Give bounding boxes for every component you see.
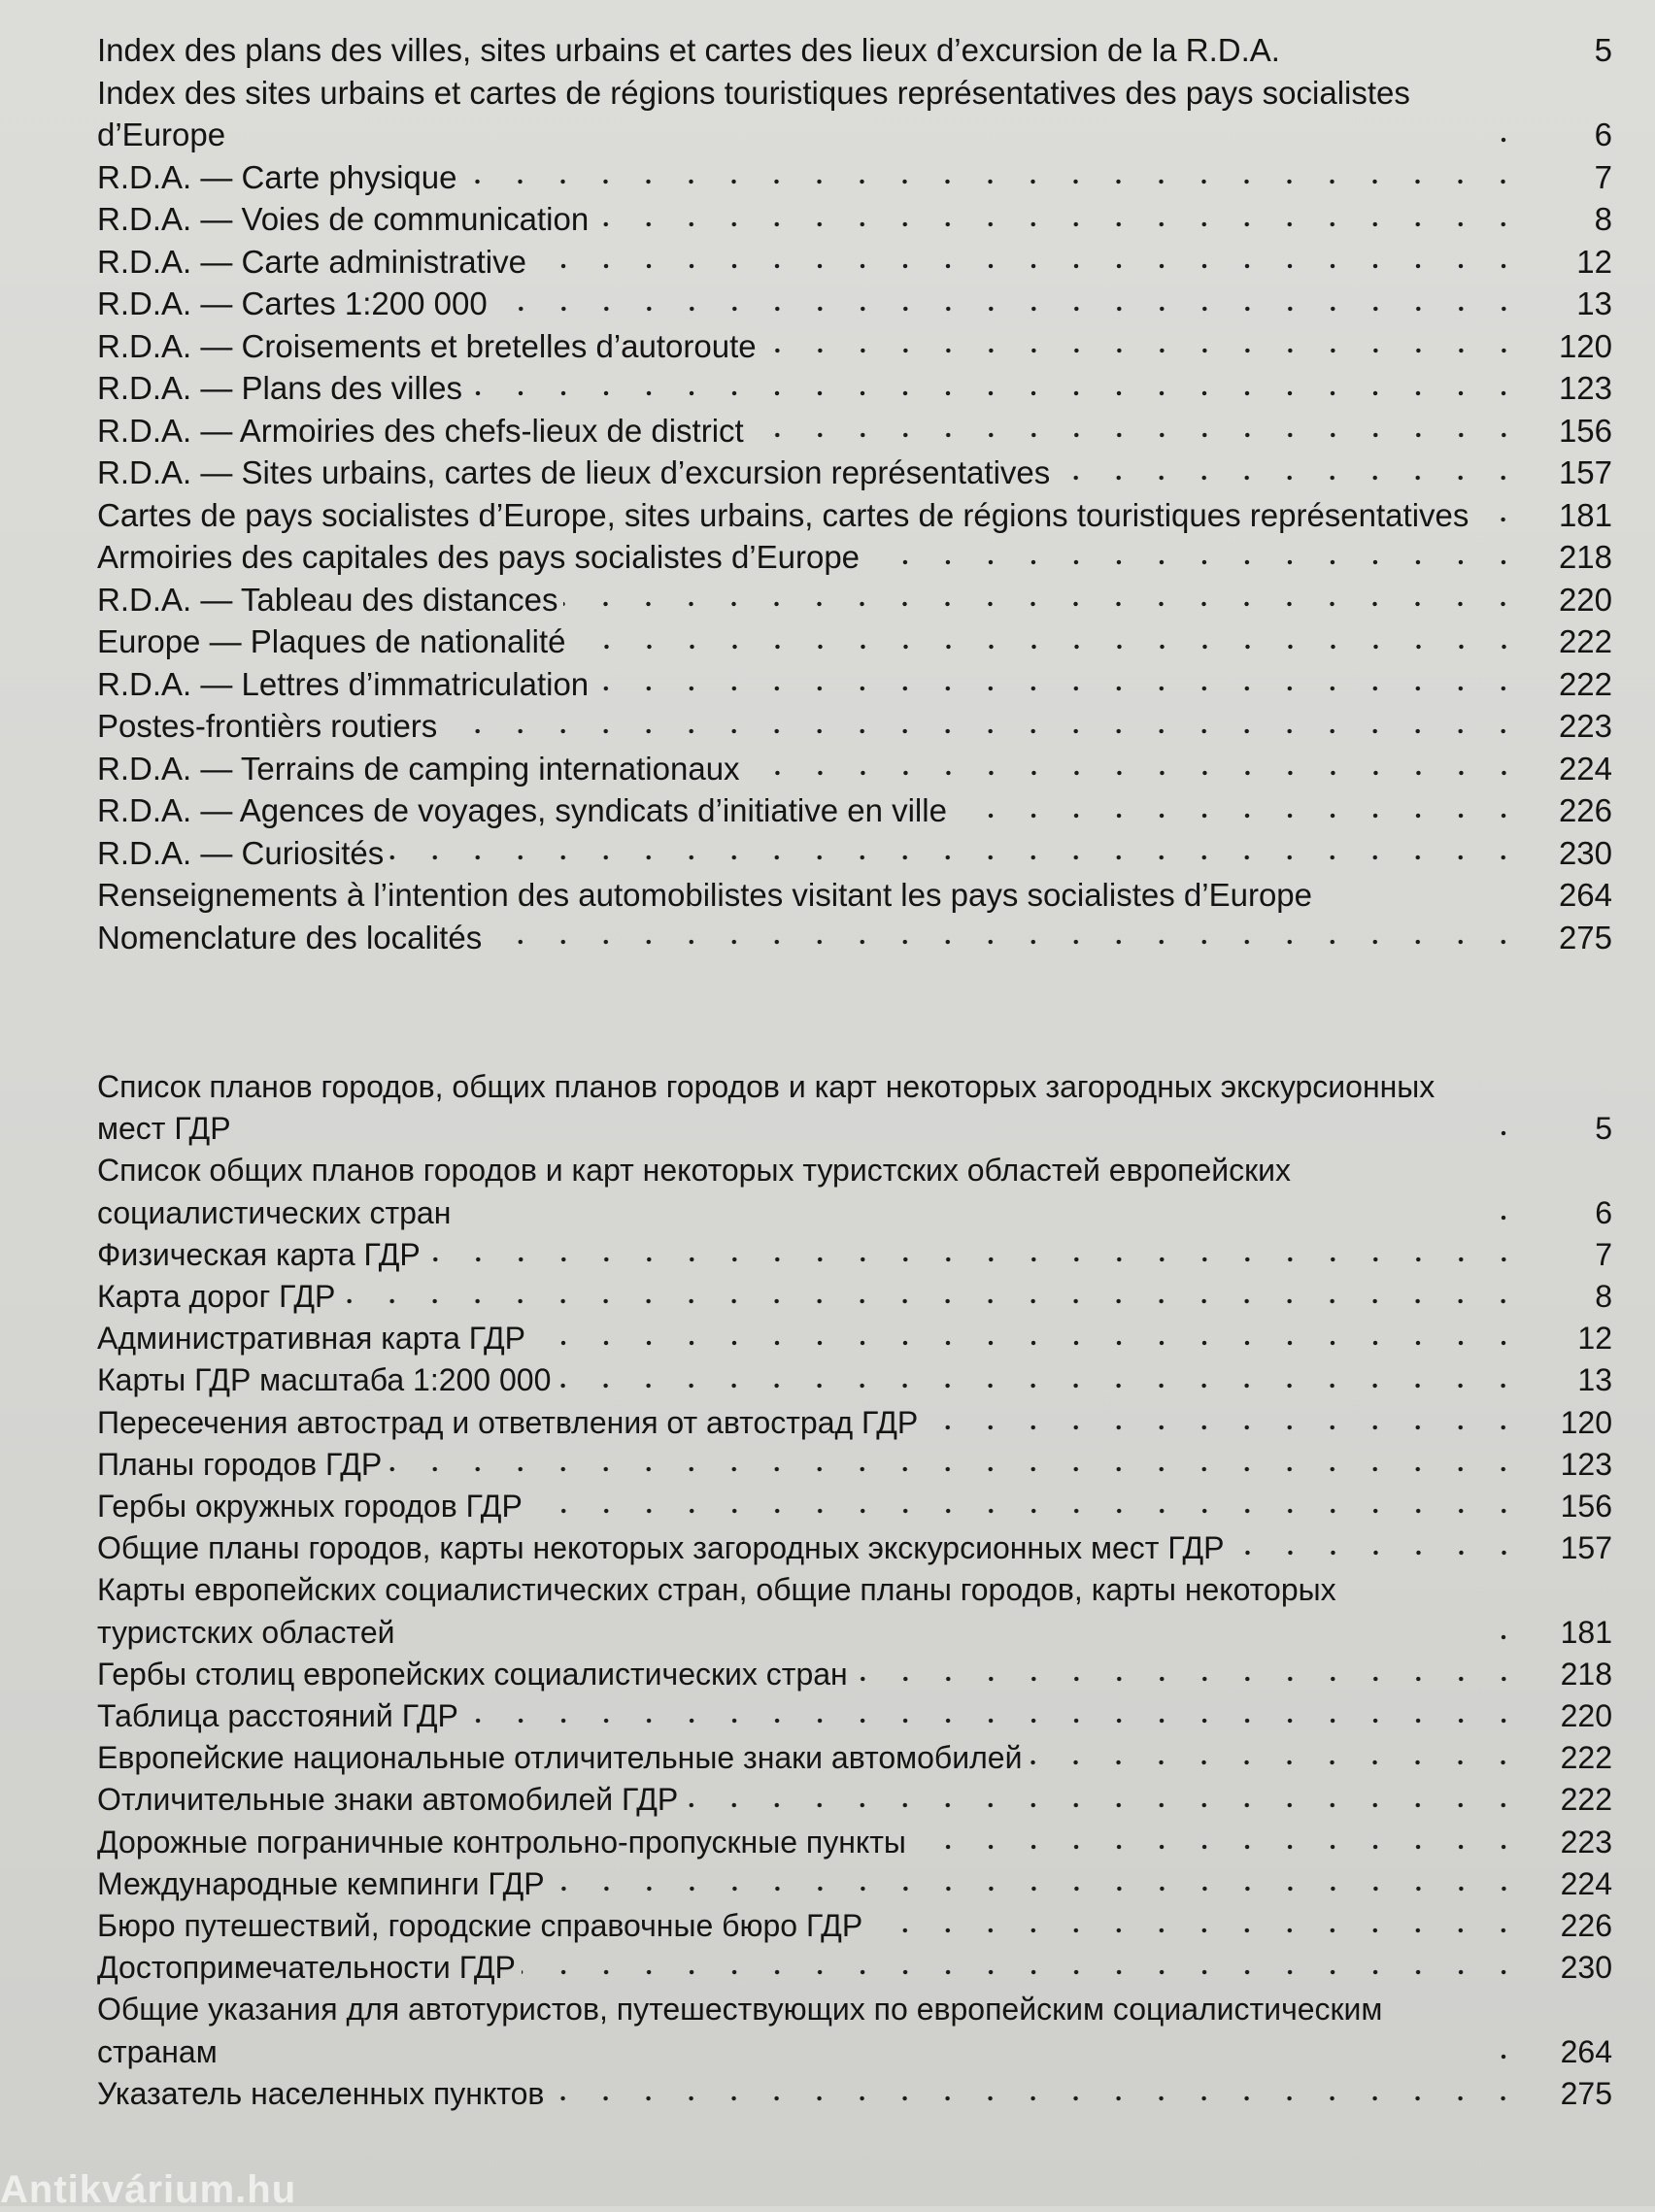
dot-leader [1492, 1211, 1525, 1224]
toc-entry [97, 1234, 1612, 1276]
toc-entry-page: 7 [1595, 1236, 1612, 1272]
toc-entry [97, 1863, 1612, 1905]
toc-entry-title: Международные кемпинги ГДР [97, 1865, 545, 1901]
toc-entry-page: 230 [1560, 1950, 1612, 1986]
toc-entry-page: 220 [1558, 581, 1612, 618]
toc-entry-page: 181 [1560, 1614, 1612, 1650]
toc-entry-page: 224 [1560, 1865, 1612, 1901]
toc-entry-title: R.D.A. — Plans des villes [97, 370, 462, 406]
toc-entry-page: 181 [1558, 496, 1612, 533]
dot-leader [762, 344, 1525, 357]
dot-leader [1318, 893, 1525, 907]
toc-entry-title: R.D.A. — Croisements et bretelles d’autoroute [97, 327, 757, 364]
toc-entry-page: 218 [1560, 1656, 1612, 1692]
dot-leader [1028, 1756, 1525, 1769]
toc-entry-page: 13 [1577, 1362, 1612, 1398]
toc-entry-page: 275 [1558, 919, 1612, 955]
toc-entry-title: Физическая карта ГДР [97, 1236, 421, 1272]
toc-entry-title: Планы городов ГДР [97, 1446, 383, 1482]
toc-entry-title: R.D.A. — Sites urbains, cartes de lieux d’excursion représentatives [97, 454, 1051, 490]
toc-entry-page: 157 [1558, 454, 1612, 490]
toc-entry-page: 12 [1577, 1321, 1612, 1357]
toc-entry [97, 1737, 1612, 1779]
dot-leader [746, 766, 1525, 780]
dot-leader [1286, 49, 1525, 62]
toc-entry-page: 223 [1560, 1824, 1612, 1860]
toc-entry-page: 8 [1595, 1279, 1612, 1315]
toc-entry [97, 1486, 1612, 1527]
dot-leader [532, 259, 1525, 273]
toc-entry-title: Armoiries des capitales des pays socialistes d’Europe [97, 539, 861, 575]
toc-entry-title: Административная карта ГДР [97, 1321, 525, 1357]
toc-entry-page: 222 [1560, 1740, 1612, 1776]
dot-leader [572, 640, 1526, 654]
toc-entry [97, 72, 1612, 156]
toc-entry [97, 620, 1612, 663]
toc-entry-page: 230 [1558, 834, 1612, 871]
toc-entry-title: Указатель населенных пунктов [97, 2075, 545, 2111]
dot-leader [868, 1924, 1525, 1937]
toc-entry-title: Index des sites urbains et cartes de régions touristiques représentatives des pays socialistes d’Europe [97, 74, 1410, 152]
toc-entry-title: Europe — Plaques de nationalité [97, 623, 566, 659]
toc-entry [97, 1569, 1612, 1653]
dot-leader [1492, 2050, 1525, 2063]
dot-leader [462, 175, 1525, 188]
toc-entry-page: 264 [1558, 877, 1612, 913]
dot-leader [388, 1462, 1525, 1476]
toc-entry-title: Отличительные знаки автомобилей ГДР [97, 1782, 679, 1818]
toc-french [97, 29, 1612, 958]
toc-entry [97, 917, 1612, 959]
toc-entry-title: Таблица расстояний ГДР [97, 1698, 458, 1734]
dot-leader [563, 597, 1525, 611]
toc-entry [97, 748, 1612, 790]
toc-entry-title: Postes-frontièrs routiers [97, 708, 438, 744]
toc-entry [97, 1654, 1612, 1695]
toc-entry-page: 13 [1576, 285, 1612, 321]
toc-entry-title: Бюро путешествий, городские справочные бюро ГДР [97, 1908, 863, 1944]
toc-entry [97, 1822, 1612, 1863]
toc-entry [97, 874, 1612, 917]
dot-leader [443, 724, 1525, 738]
dot-leader [854, 1672, 1525, 1686]
toc-entry-page: 6 [1594, 117, 1612, 152]
toc-entry [97, 705, 1612, 748]
toc-entry [97, 494, 1612, 537]
dot-leader [389, 851, 1525, 864]
dot-leader [594, 682, 1525, 695]
dot-leader [468, 386, 1525, 400]
toc-entry [97, 241, 1612, 284]
toc-entry-title: Список общих планов городов и карт некоторых туристских областей европейских социалистических стран [97, 1153, 1292, 1230]
dot-leader [750, 428, 1525, 442]
toc-entry [97, 1527, 1612, 1569]
toc-entry-title: R.D.A. — Cartes 1:200 000 [97, 285, 488, 321]
toc-entry-page: 220 [1560, 1698, 1612, 1734]
toc-entry [97, 832, 1612, 875]
toc-entry-title: Общие планы городов, карты некоторых загородных экскурсионных мест ГДР [97, 1530, 1225, 1566]
toc-entry-title: Nomenclature des localités [97, 919, 483, 955]
toc-entry-title: Гербы столиц европейских социалистических стран [97, 1656, 848, 1692]
toc-entry-page: 226 [1560, 1908, 1612, 1944]
toc-entry [97, 1066, 1612, 1150]
toc-entry-title: R.D.A. — Carte administrative [97, 243, 526, 280]
toc-entry [97, 1359, 1612, 1401]
dot-leader [531, 1336, 1525, 1350]
toc-entry [97, 1444, 1612, 1486]
toc-entry [97, 156, 1612, 199]
toc-entry-page: 120 [1560, 1404, 1612, 1440]
dot-leader [493, 302, 1525, 316]
toc-entry-page: 224 [1558, 750, 1612, 787]
dot-leader [953, 809, 1525, 822]
dot-leader [594, 218, 1525, 231]
dot-leader [1474, 513, 1525, 526]
toc-entry [97, 1318, 1612, 1359]
toc-entry [97, 29, 1612, 72]
toc-entry [97, 1989, 1612, 2072]
toc-entry-title: Список планов городов, общих планов городов и карт некоторых загородных экскурсионных мест ГДР [97, 1069, 1435, 1147]
toc-entry [97, 325, 1612, 368]
toc-entry-page: 156 [1560, 1489, 1612, 1525]
toc-entry [97, 663, 1612, 706]
toc-entry-page: 157 [1560, 1530, 1612, 1566]
dot-leader [865, 555, 1525, 569]
dot-leader [1492, 1126, 1525, 1140]
dot-leader [684, 1798, 1525, 1812]
toc-entry-title: Дорожные пограничные контрольно-пропускные пункты [97, 1824, 906, 1860]
toc-entry [97, 1905, 1612, 1947]
toc-entry [97, 1695, 1612, 1737]
toc-entry-title: Карты ГДР масштаба 1:200 000 [97, 1362, 552, 1398]
toc-entry-title: R.D.A. — Curiosités [97, 834, 385, 871]
dot-leader [426, 1253, 1525, 1266]
toc-entry [97, 579, 1612, 621]
toc-entry-page: 222 [1560, 1782, 1612, 1818]
dot-leader [550, 2092, 1525, 2105]
toc-entry-title: Карты европейских социалистических стран, общие планы городов, карты некоторых туристских областей [97, 1572, 1336, 1650]
toc-entry-page: 6 [1595, 1194, 1612, 1230]
toc-entry-title: Общие указания для автотуристов, путешествующих по европейским социалистическим странам [97, 1992, 1383, 2069]
toc-entry [97, 2073, 1612, 2115]
dot-leader [528, 1504, 1525, 1518]
toc-entry-title: Пересечения автострад и ответвления от автострад ГДР [97, 1404, 919, 1440]
dot-leader [522, 1965, 1525, 1979]
toc-entry [97, 283, 1612, 325]
toc-entry [97, 789, 1612, 832]
toc-entry-page: 12 [1576, 243, 1612, 280]
toc-entry-title: R.D.A. — Agences de voyages, syndicats d’initiative en ville [97, 792, 947, 828]
toc-russian [97, 1066, 1612, 2115]
toc-entry-title: R.D.A. — Armoiries des chefs-lieux de district [97, 412, 744, 449]
dot-leader [464, 1714, 1525, 1727]
toc-entry-page: 123 [1558, 370, 1612, 406]
dot-leader [912, 1840, 1525, 1854]
toc-entry-page: 123 [1560, 1446, 1612, 1482]
toc-entry-page: 8 [1594, 201, 1612, 237]
toc-entry-title: Index des plans des villes, sites urbains et cartes des lieux d’excursion de la R.D.A. [97, 32, 1280, 68]
toc-entry-page: 7 [1594, 158, 1612, 195]
toc-entry [97, 198, 1612, 241]
toc-entry [97, 367, 1612, 410]
dot-leader [341, 1294, 1525, 1308]
toc-entry-page: 120 [1558, 327, 1612, 364]
toc-entry-page: 226 [1558, 792, 1612, 828]
toc-entry-page: 222 [1558, 623, 1612, 659]
toc-entry-page: 222 [1558, 665, 1612, 702]
toc-entry-title: Карта дорог ГДР [97, 1279, 336, 1315]
dot-leader [1492, 1630, 1525, 1644]
dot-leader [551, 1882, 1525, 1895]
toc-entry [97, 410, 1612, 452]
toc-entry-title: Cartes de pays socialistes d’Europe, sites urbains, cartes de régions touristiques représentatives [97, 496, 1469, 533]
toc-entry-title: R.D.A. — Tableau des distances [97, 581, 558, 618]
dot-leader [1492, 133, 1525, 147]
toc-entry-title: Европейские национальные отличительные знаки автомобилей [97, 1740, 1023, 1776]
toc-entry [97, 1779, 1612, 1821]
toc-entry-page: 223 [1558, 708, 1612, 744]
toc-entry-title: R.D.A. — Carte physique [97, 158, 457, 195]
toc-entry-title: R.D.A. — Terrains de camping internationaux [97, 750, 740, 787]
toc-entry-title: Гербы окружных городов ГДР [97, 1489, 523, 1525]
toc-entry-page: 156 [1558, 412, 1612, 449]
toc-entry-page: 5 [1594, 32, 1612, 68]
dot-leader [557, 1379, 1525, 1392]
dot-leader [1056, 471, 1525, 485]
toc-entry-title: Renseignements à l’intention des automobilistes visitant les pays socialistes d’Europe [97, 877, 1313, 913]
watermark: Antikvárium.hu [0, 2168, 297, 2211]
toc-entry [97, 1947, 1612, 1989]
dot-leader [1231, 1546, 1525, 1559]
toc-entry-title: R.D.A. — Voies de communication [97, 201, 590, 237]
dot-leader [924, 1421, 1525, 1434]
toc-entry [97, 536, 1612, 579]
toc-entry [97, 1402, 1612, 1444]
toc-entry-page: 275 [1560, 2075, 1612, 2111]
toc-entry [97, 1150, 1612, 1233]
toc-entry-title: R.D.A. — Lettres d’immatriculation [97, 665, 590, 702]
toc-entry-title: Достопримечательности ГДР [97, 1950, 516, 1986]
toc-entry-page: 218 [1558, 539, 1612, 575]
dot-leader [488, 935, 1525, 949]
toc-entry-page: 5 [1595, 1111, 1612, 1147]
toc-entry-page: 264 [1560, 2033, 1612, 2069]
toc-entry [97, 1276, 1612, 1318]
toc-entry [97, 452, 1612, 494]
